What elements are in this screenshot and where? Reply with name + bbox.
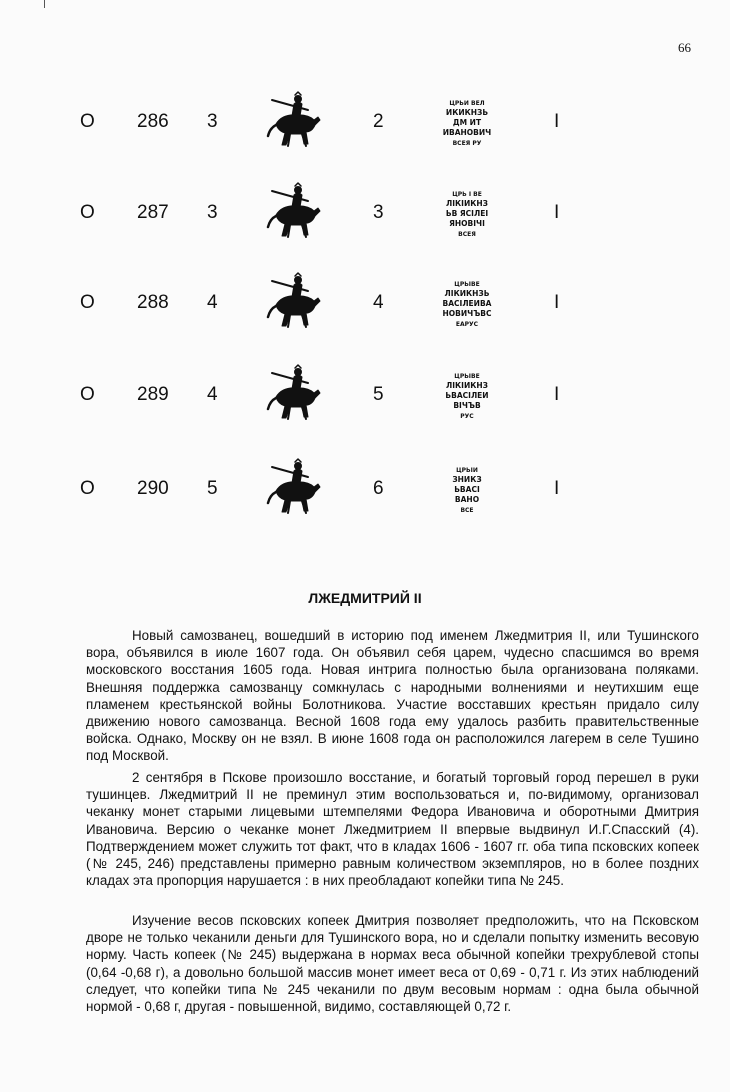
coin-legend-line: ЕАРУС [455, 321, 479, 328]
coin-legend-line: ЦРЬIИ [456, 467, 478, 474]
coin-legend-line: ЬВАСI [454, 485, 480, 494]
paragraph-text: Новый самозванец, вошедший в историю под именем Лжедмитрия II, или Тушинского вора, объявился в июле 1607 года. Он объявил себя царем, чудесно спасшимся во время московского восстания 1605 года. Новая интрига полностью была организована поляками. Внешняя поддержка самозванцу сомкнулась с народными волнениями и неутихшим еще пламенем крестьянской войны Болотникова. Участие восставших крестьян придало силу движению нового самозванца. Весной 1608 года ему удалось разбить правительственные войска. Однако, Москву он не взял. В июне 1608 года он расположился лагерем в селе Тушино под Москвой. [86, 628, 699, 764]
catalog-rarity-cell: I [554, 202, 560, 223]
coin-legend-line: ВIЧЪВ [453, 401, 481, 410]
horseman-with-spear-icon [262, 457, 326, 521]
catalog-number-cell: 288 [137, 292, 169, 313]
catalog-rarity-cell: I [554, 384, 560, 405]
coin-legend-line: ЦРЬIВЕ [454, 373, 480, 380]
catalog-reverse-variant-cell: 6 [373, 478, 384, 499]
catalog-type-cell: O [80, 202, 95, 223]
scan-margin-mark [44, 0, 45, 8]
paragraph-text: 2 сентября в Пскове произошло восстание, и богатый торговый город перешел в руки тушинцев. Лжедмитрий II не преминул этим воспользоваться и, по-видимому, организовал чеканку монет старыми лицевыми штемпелями Федора Ивановича и оборотными Дмитрия Ивановича. Версию о чеканке монет Лжедмитрием II впервые выдвинул И.Г.Спасский (4). Подтверждением может служить тот факт, что в кладах 1606 - 1607 гг. оба типа псковских копеек (№ 245, 246) представлены примерно равным количеством экземпляров, но в более поздних кладах эта пропорция нарушается : в них преобладают копейки типа № 245. [86, 770, 699, 889]
coin-legend-line: ЗНИКЗ [452, 475, 482, 484]
coin-legend-line: ВСЕЯ [458, 231, 476, 238]
coin-legend-line: ИВАНОВИЧ [442, 128, 492, 137]
coin-legend-line: ЛIКIИКНЗ [446, 381, 488, 390]
coin-reverse-legend-image [430, 368, 504, 422]
coin-legend-line: ВСЕЯ РУ [452, 140, 482, 147]
catalog-reverse-variant-cell: 5 [373, 384, 384, 405]
coin-legend-line: НОВИЧЪВС [442, 309, 492, 318]
coin-reverse-legend-image [430, 276, 504, 330]
catalog-reverse-variant-cell: 3 [373, 202, 384, 223]
coin-legend-line: ЦРЬ I ВЕ [452, 191, 482, 198]
catalog-obverse-variant-cell: 3 [207, 111, 218, 132]
horseman-with-spear-icon [262, 363, 326, 427]
catalog-reverse-variant-cell: 4 [373, 292, 384, 313]
catalog-rarity-cell: I [554, 292, 560, 313]
catalog-obverse-variant-cell: 5 [207, 478, 218, 499]
catalog-row [0, 268, 730, 338]
coin-legend-line: ЬВ ЯСIЛЕI [445, 209, 489, 218]
catalog-number-cell: 290 [137, 478, 169, 499]
coin-legend-line: ЦРЬIВЕ [454, 281, 480, 288]
page-number: 66 [678, 40, 691, 55]
coin-legend-line: ЦРЬИ ВЕЛ [449, 100, 485, 107]
coin-legend-line: ВСЕ [460, 507, 474, 514]
coin-reverse-legend-image [430, 95, 504, 149]
catalog-row [0, 360, 730, 430]
catalog-reverse-variant-cell: 2 [373, 111, 384, 132]
catalog-number-cell: 286 [137, 111, 169, 132]
catalog-number-cell: 289 [137, 384, 169, 405]
coin-reverse-legend-image [430, 462, 504, 516]
horseman-with-spear-icon [262, 181, 326, 245]
paragraph-2 [86, 769, 699, 889]
catalog-type-cell: O [80, 478, 95, 499]
horseman-with-spear-icon [262, 90, 326, 154]
coin-reverse-legend-image [430, 186, 504, 240]
section-title: ЛЖЕДМИТРИЙ II [308, 590, 422, 606]
coin-legend-line: ВАНО [454, 495, 480, 504]
coin-legend-line: ВАСIЛЕИВА [442, 299, 492, 308]
catalog-obverse-variant-cell: 4 [207, 292, 218, 313]
catalog-rarity-cell: I [554, 478, 560, 499]
horseman-with-spear-icon [262, 271, 326, 335]
coin-legend-line: РУС [460, 413, 474, 420]
catalog-type-cell: O [80, 292, 95, 313]
catalog-obverse-variant-cell: 4 [207, 384, 218, 405]
coin-legend-line: ЬВАСIЛЕИ [445, 391, 489, 400]
paragraph-text: Изучение весов псковских копеек Дмитрия позволяет предположить, что на Псковском дворе не только чеканили деньги для Тушинского вора, но и сделали попытку изменить весовую норму. Часть копеек (№ 245) выдержана в нормах веса обычной копейки трехрублевой стопы (0,64 -0,68 г), а довольно большой массив монет имеет веса от 0,69 - 0,71 г. Из этих наблюдений следует, что копейки типа № 245 чеканили по двум весовым нормам : одна была обычной нормой - 0,68 г, другая - повышенной, видимо, составляющей 0,72 г. [86, 913, 699, 1015]
coin-legend-line: ЯНОВIЧI [449, 219, 485, 228]
coin-legend-line: ЛIКИКНЗЬ [444, 289, 490, 298]
catalog-row [0, 454, 730, 524]
paragraph-1 [86, 627, 699, 765]
coin-legend-line: ИКИКНЗЬ [445, 108, 489, 117]
coin-legend-line: ДМ ИТ [452, 118, 482, 127]
catalog-rarity-cell: I [554, 111, 560, 132]
catalog-row [0, 178, 730, 248]
catalog-type-cell: O [80, 111, 95, 132]
catalog-type-cell: O [80, 384, 95, 405]
catalog-row [0, 87, 730, 157]
catalog-number-cell: 287 [137, 202, 169, 223]
catalog-obverse-variant-cell: 3 [207, 202, 218, 223]
coin-legend-line: ЛIКIИКНЗ [446, 199, 488, 208]
paragraph-3 [86, 912, 699, 1015]
